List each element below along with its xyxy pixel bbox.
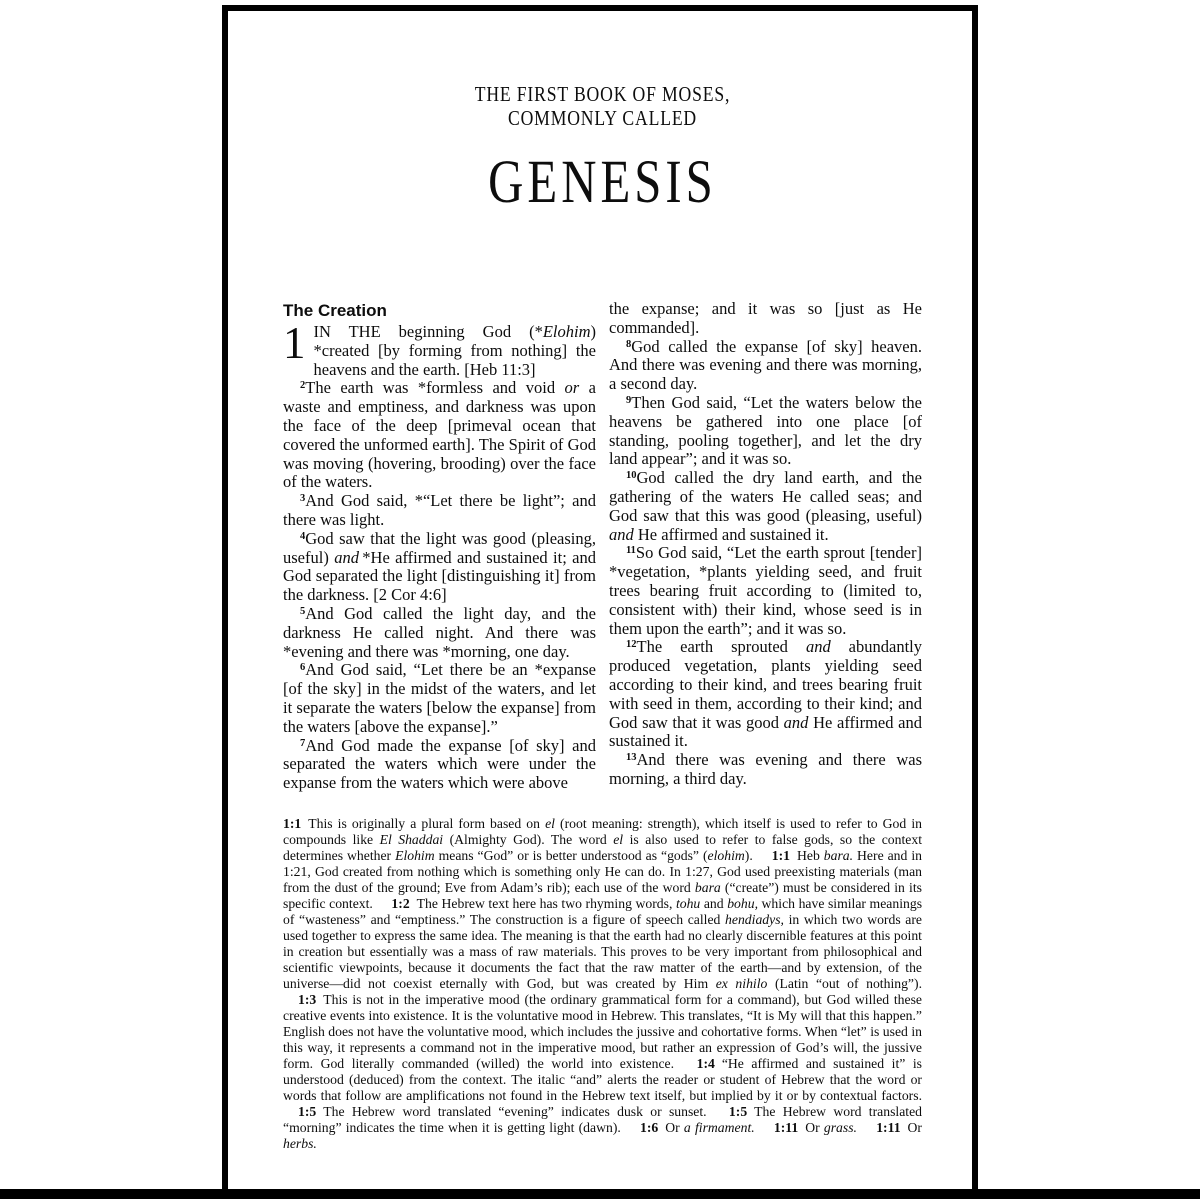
footnote-ref: 1:6 xyxy=(640,1119,659,1135)
italic-text: tohu xyxy=(675,895,701,911)
verse-number: 11 xyxy=(626,545,636,557)
text-run: And God made the expanse [of sky] and separated the waters which were under the expanse from the waters which were above xyxy=(283,735,596,793)
text-run: And God called the light day, and the darkness He called night. And there was *evening and there was *morning, one day. xyxy=(283,603,596,661)
text-run: This is originally a plural form based on xyxy=(308,815,546,831)
book-title: GENESIS xyxy=(488,149,717,216)
verse-1 xyxy=(283,318,596,379)
text-run: ). xyxy=(744,847,753,863)
verse-number: 13 xyxy=(626,752,637,764)
text-run: And God said, *“Let there be light”; and there was light. xyxy=(283,491,596,529)
verse-number: 2 xyxy=(300,380,306,392)
footnote-ref: 1:11 xyxy=(876,1119,901,1135)
italic-text: herbs. xyxy=(283,1135,317,1151)
text-run: “He affirmed and sustained it” is understood (deduced) from the context. The italic “and” alerts the reader or student of Hebrew that the word or words that follow are amplifications not found in the Hebrew text itself, but implied by it or by contextual factors. xyxy=(283,1055,922,1103)
text-run: And God said, “Let there be an *expanse [of the sky] in the midst of the waters, and let it separate the waters [below the expanse] from the waters [above the expanse].” xyxy=(283,660,596,736)
italic-text: elohim xyxy=(707,847,745,863)
italic-text: bara. xyxy=(823,847,854,863)
text-run: Heb xyxy=(797,847,824,863)
footnote-ref: 1:5 xyxy=(298,1103,317,1119)
footnote-ref: 1:5 xyxy=(728,1103,748,1119)
text-run: *He affirmed and sustained it; and God separated the light [distinguishing it] from the darkness. [2 Cor 4:6] xyxy=(283,547,596,605)
text-column-right xyxy=(609,300,922,793)
italic-text: bohu, xyxy=(727,895,758,911)
italic-text: or xyxy=(564,378,580,398)
text-run: He affirmed and sustained it. xyxy=(609,712,922,751)
scripture-columns xyxy=(283,300,922,793)
verse-13 xyxy=(609,751,922,789)
verses-right xyxy=(609,300,922,789)
italic-text: grass. xyxy=(823,1119,857,1135)
text-run: Or xyxy=(665,1119,684,1135)
text-run: Or xyxy=(805,1119,824,1135)
verse-number: 6 xyxy=(300,662,306,674)
footnotes-paragraph xyxy=(283,816,922,1152)
text-run: The earth was *formless and void xyxy=(305,378,565,398)
page-frame xyxy=(222,5,978,1190)
footnote-ref: 1:2 xyxy=(391,895,410,911)
verse-number: 7 xyxy=(300,737,306,749)
verse-5 xyxy=(283,605,596,661)
italic-text: and xyxy=(334,547,359,567)
text-run: (“create”) must be considered in its specific context. xyxy=(283,879,922,911)
verse-10 xyxy=(609,469,922,544)
italic-text: Elohim xyxy=(395,847,435,863)
section-heading: The Creation xyxy=(283,301,387,320)
verse-number: 3 xyxy=(300,493,306,505)
verse-7-part-1 xyxy=(283,737,596,793)
italic-text: hendiadys, xyxy=(725,911,784,927)
verse-11 xyxy=(609,544,922,638)
italic-text: and xyxy=(783,712,809,732)
book-subtitle-line1: THE FIRST BOOK OF MOSES, xyxy=(474,82,731,106)
text-run: God saw that the light was good (pleasing, useful) xyxy=(283,528,596,567)
verse-3 xyxy=(283,492,596,530)
text-run: Or xyxy=(907,1119,922,1135)
verse-number: 4 xyxy=(300,530,306,542)
footnote-ref: 1:1 xyxy=(283,815,302,831)
footnote-ref: 1:4 xyxy=(696,1055,715,1071)
text-run: (root meaning: strength), which itself is used to refer to God in compounds like xyxy=(283,815,922,847)
text-run: the expanse; and it was so [just as He commanded]. xyxy=(609,299,922,337)
verse-9 xyxy=(609,394,922,469)
verse-number: 10 xyxy=(626,470,637,482)
verse-number: 12 xyxy=(626,639,637,651)
text-run: This is not in the imperative mood (the ordinary grammatical form for a command), but God willed these creative events into existence. It is the voluntative mood in Hebrew. This translates, “It is My will that this happen.” English does not have the voluntative mood, which includes the jussive and cohortative forms. When “let” is used in this way, it represents a command not in the imperative mood, but rather an expression of God’s will, the jussive form. God literally commanded (willed) the world into existence. xyxy=(283,991,922,1071)
italic-text: el xyxy=(545,815,555,831)
text-column-left xyxy=(283,300,596,793)
text-run: (Latin “out of nothing”). xyxy=(767,975,922,991)
verse-8 xyxy=(609,338,922,394)
text-run: is also used to refer to false gods, so the context determines whether xyxy=(283,831,923,863)
italic-text: el xyxy=(613,831,624,847)
verse-12 xyxy=(609,638,922,751)
book-subtitle-line2: COMMONLY CALLED xyxy=(507,106,698,130)
footnote-ref: 1:11 xyxy=(773,1119,799,1135)
verse-7-part-2 xyxy=(609,300,922,338)
text-run: The Hebrew word translated “evening” indicates dusk or sunset. xyxy=(323,1103,707,1119)
text-run: IN THE beginning God (* xyxy=(313,322,543,341)
text-run: Then God said, “Let the waters below the heavens be gathered into one place [of standing, pooling together], and let the dry land appear”; and it was so. xyxy=(609,392,922,469)
text-run: a waste and emptiness, and darkness was upon the face of the deep [primeval ocean that covered the unformed earth]. The Spirit of God was moving (hovering, brooding) over the face of the waters. xyxy=(283,378,596,492)
page-content xyxy=(228,82,972,1152)
footnotes-block xyxy=(283,816,922,1152)
book-header xyxy=(283,82,922,214)
text-run: He affirmed and sustained it. xyxy=(633,524,829,544)
italic-text: bara xyxy=(694,879,721,895)
text-run: And there was evening and there was morning, a third day. xyxy=(609,750,922,788)
italic-text: and xyxy=(609,524,634,544)
footnote-ref: 1:3 xyxy=(298,991,317,1007)
text-run: and xyxy=(700,895,728,911)
verse-6 xyxy=(283,661,596,736)
drop-cap-chapter-number: 1 xyxy=(283,318,306,368)
text-run: means “God” or is better understood as “gods” ( xyxy=(434,847,708,863)
text-run: God called the dry land earth, and the gathering of the waters He called seas; and God saw that this was good (pleasing, useful) xyxy=(609,468,922,525)
verse-2 xyxy=(283,379,596,492)
italic-text: El Shaddai xyxy=(379,831,444,847)
text-run: God called the expanse [of sky] heaven. And there was evening and there was morning, a second day. xyxy=(609,336,922,394)
footnote-ref: 1:1 xyxy=(771,847,791,863)
bottom-bar xyxy=(0,1189,1200,1199)
italic-text: ex nihilo xyxy=(715,975,768,991)
italic-text: Elohim xyxy=(542,322,591,341)
text-run: which have similar meanings of “wasteness” and “emptiness.” The construction is a figure of speech called xyxy=(283,895,923,927)
verses-left xyxy=(283,318,596,793)
book-subtitle xyxy=(334,82,871,130)
text-run: Here and in 1:21, God created from nothing which is something only He can do. In 1:27, God used preexisting materials (man from the dust of the ground; Eve from Adam’s rib); each use of the word xyxy=(283,847,922,895)
text-run: in which two words are used together to express the same idea. The meaning is that the earth had no clearly discernible features at this point in creation but essentially was a mass of raw materials. This proves to be very important from philosophical and scientific viewpoints, because it documents the fact that the raw matter of the earth—and by extension, of the universe—did not coexist eternally with God, but was created by Him xyxy=(283,911,923,991)
verse-4 xyxy=(283,530,596,605)
text-run: (Almighty God). The word xyxy=(443,831,614,847)
italic-text: and xyxy=(805,637,831,657)
text-run: abundantly produced vegetation, plants yielding seed according to their kind, and trees bearing fruit with seed in them, according to their kind; and God saw that it was good xyxy=(609,637,922,732)
text-run: So God said, “Let the earth sprout [tender] *vegetation, *plants yielding seed, and fruit trees bearing fruit according to (limited to, consistent with) their kind, whose seed is in them upon the earth”; and it was so. xyxy=(609,543,922,638)
verse-number: 8 xyxy=(626,338,632,350)
verse-number: 5 xyxy=(300,605,306,617)
verse-number: 9 xyxy=(626,394,632,406)
text-run: The Hebrew text here has two rhyming words, xyxy=(416,895,676,911)
italic-text: a firmament. xyxy=(683,1119,755,1135)
text-run: The Hebrew word translated “morning” indicates the time when it is getting light (dawn). xyxy=(283,1103,923,1135)
text-run: ) *created [by forming from nothing] the heavens and the earth. [Heb 11:3] xyxy=(313,322,596,379)
text-run: The earth sprouted xyxy=(636,637,806,657)
